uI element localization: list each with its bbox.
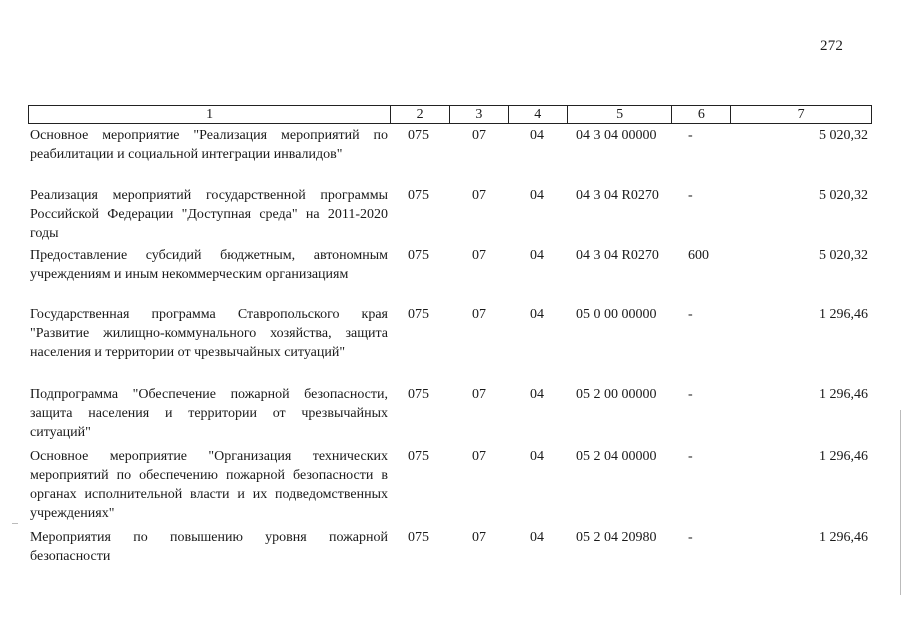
row-col-4: 04 — [530, 188, 544, 203]
row-col-7: 1 296,46 — [819, 307, 868, 322]
table-header — [28, 105, 872, 124]
row-col-7: 1 296,46 — [819, 449, 868, 464]
row-col-5: 05 2 00 00000 — [576, 387, 657, 402]
row-col-6: - — [688, 449, 693, 464]
header-col-1: 1 — [29, 106, 391, 123]
row-col-2: 075 — [408, 248, 429, 263]
row-name: Подпрограмма "Обеспечение пожарной безопасности, защита населения и территории от чрезвычайных ситуаций" — [30, 387, 388, 440]
row-col-6: - — [688, 307, 693, 322]
header-col-2: 2 — [391, 106, 450, 123]
row-col-2: 075 — [408, 449, 429, 464]
row-col-5: 04 3 04 R0270 — [576, 248, 659, 263]
row-col-3: 07 — [472, 387, 486, 402]
row-col-6: - — [688, 128, 693, 143]
row-col-6: 600 — [688, 248, 709, 263]
row-col-3: 07 — [472, 188, 486, 203]
row-col-4: 04 — [530, 449, 544, 464]
row-col-3: 07 — [472, 248, 486, 263]
row-col-3: 07 — [472, 449, 486, 464]
row-col-5: 04 3 04 00000 — [576, 128, 657, 143]
row-name: Основное мероприятие "Организация технических мероприятий по обеспечению пожарной безопасности в органах исполнительной власти и их подведомственных учреждениях" — [30, 449, 388, 521]
row-col-7: 1 296,46 — [819, 387, 868, 402]
row-col-6: - — [688, 530, 693, 545]
row-col-7: 5 020,32 — [819, 128, 868, 143]
row-name: Мероприятия по повышению уровня пожарной безопасности — [30, 530, 388, 564]
row-col-2: 075 — [408, 307, 429, 322]
row-col-2: 075 — [408, 530, 429, 545]
header-col-5: 5 — [568, 106, 673, 123]
row-col-3: 07 — [472, 530, 486, 545]
row-col-4: 04 — [530, 387, 544, 402]
row-col-4: 04 — [530, 530, 544, 545]
scan-dash-mark — [12, 523, 18, 524]
row-col-5: 05 2 04 20980 — [576, 530, 657, 545]
header-col-3: 3 — [450, 106, 509, 123]
row-col-7: 1 296,46 — [819, 530, 868, 545]
row-col-5: 05 0 00 00000 — [576, 307, 657, 322]
row-col-2: 075 — [408, 128, 429, 143]
header-col-7: 7 — [797, 107, 805, 122]
header-col-6: 6 — [672, 106, 731, 123]
page-number: 272 — [820, 38, 844, 54]
row-name: Основное мероприятие "Реализация мероприятий по реабилитации и социальной интеграции инвалидов" — [30, 128, 388, 162]
row-col-2: 075 — [408, 188, 429, 203]
row-col-6: - — [688, 188, 693, 203]
row-col-6: - — [688, 387, 693, 402]
scan-edge-mark — [900, 410, 901, 595]
row-col-7: 5 020,32 — [819, 248, 868, 263]
row-col-3: 07 — [472, 128, 486, 143]
row-col-5: 05 2 04 00000 — [576, 449, 657, 464]
row-col-2: 075 — [408, 387, 429, 402]
row-name: Предоставление субсидий бюджетным, автономным учреждениям и иным некоммерческим организациям — [30, 248, 388, 282]
header-col-4: 4 — [509, 106, 568, 123]
row-col-7: 5 020,32 — [819, 188, 868, 203]
row-name: Реализация мероприятий государственной программы Российской Федерации "Доступная среда" на 2011-2020 годы — [30, 188, 388, 241]
row-col-3: 07 — [472, 307, 486, 322]
row-name: Государственная программа Ставропольского края "Развитие жилищно-коммунального хозяйства, защита населения и территории от чрезвычайных ситуаций" — [30, 307, 388, 360]
row-col-4: 04 — [530, 128, 544, 143]
row-col-5: 04 3 04 R0270 — [576, 188, 659, 203]
row-col-4: 04 — [530, 307, 544, 322]
row-col-4: 04 — [530, 248, 544, 263]
